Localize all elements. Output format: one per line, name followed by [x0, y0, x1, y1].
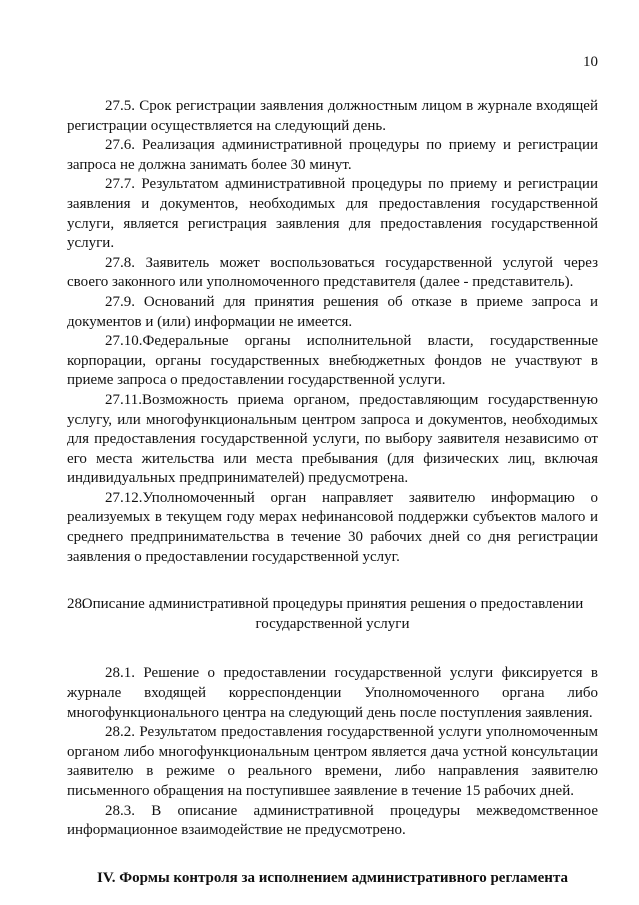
paragraph-27-11: 27.11.Возможность приема органом, предоставляющим государственную услугу, или многофункциональным центром запроса и документов, необходимых для предоставления государственной услуги, по выбору заявителя независимо от его места жительства или места пребывания (для физических лиц, включая индивидуальных предпринимателей) предусмотрена.: [67, 391, 598, 487]
paragraph-27-8: 27.8. Заявитель может воспользоваться государственной услугой через своего законного или уполномоченного представителя (далее - представитель).: [67, 254, 598, 291]
section-28-number: 28.: [67, 596, 86, 613]
section-28-heading: [67, 595, 598, 634]
chapter-4-heading: IV. Формы контроля за исполнением административного регламента: [97, 869, 568, 886]
paragraph-27-7: 27.7. Результатом административной процедуры по приему и регистрации заявления и документов, необходимых для предоставления государственной услуги, является регистрация заявления для предоставления государственной услуги.: [67, 176, 598, 252]
paragraph-28-2: 28.2. Результатом предоставления государственной услуги уполномоченным органом либо многофункциональным центром является дача устной консультации заявителю в режиме о реального времени, либо направления заявителю письменного обращения на поступившее заявление в течение 15 рабочих дней.: [67, 724, 598, 799]
paragraph-27-10: 27.10.Федеральные органы исполнительной власти, государственные корпорации, органы государственных внебюджетных фондов не участвуют в приеме запроса о предоставлении государственной услуги.: [67, 333, 598, 389]
paragraph-28-1: 28.1. Решение о предоставлении государственной услуги фиксируется в журнале входящей корреспонденции Уполномоченного органа либо многофункционального центра на следующий день после поступления заявления.: [67, 665, 598, 721]
paragraph-27-12: 27.12.Уполномоченный орган направляет заявителю информацию о реализуемых в текущем году мерах нефинансовой поддержки субъектов малого и среднего предпринимательства в течение 30 рабочих дней со дня регистрации заявления о предоставлении государственной услуг.: [67, 489, 598, 565]
section-28-title: Описание административной процедуры принятия решения о предоставлении государственной услуги: [81, 596, 584, 632]
paragraph-27-6: 27.6. Реализация административной процедуры по приему и регистрации запроса не должна занимать более 30 минут.: [67, 137, 598, 173]
paragraph-27-9: 27.9. Оснований для принятия решения об отказе в приеме запроса и документов и (или) информации не имеется.: [67, 293, 598, 330]
paragraph-27-5: 27.5. Срок регистрации заявления должностным лицом в журнале входящей регистрации осуществляется на следующий день.: [67, 98, 598, 134]
document-body: [67, 97, 598, 888]
page-number: 10: [583, 54, 598, 70]
paragraph-28-3: 28.3. В описание административной процедуры межведомственное информационное взаимодействие не предусмотрено.: [67, 802, 598, 839]
